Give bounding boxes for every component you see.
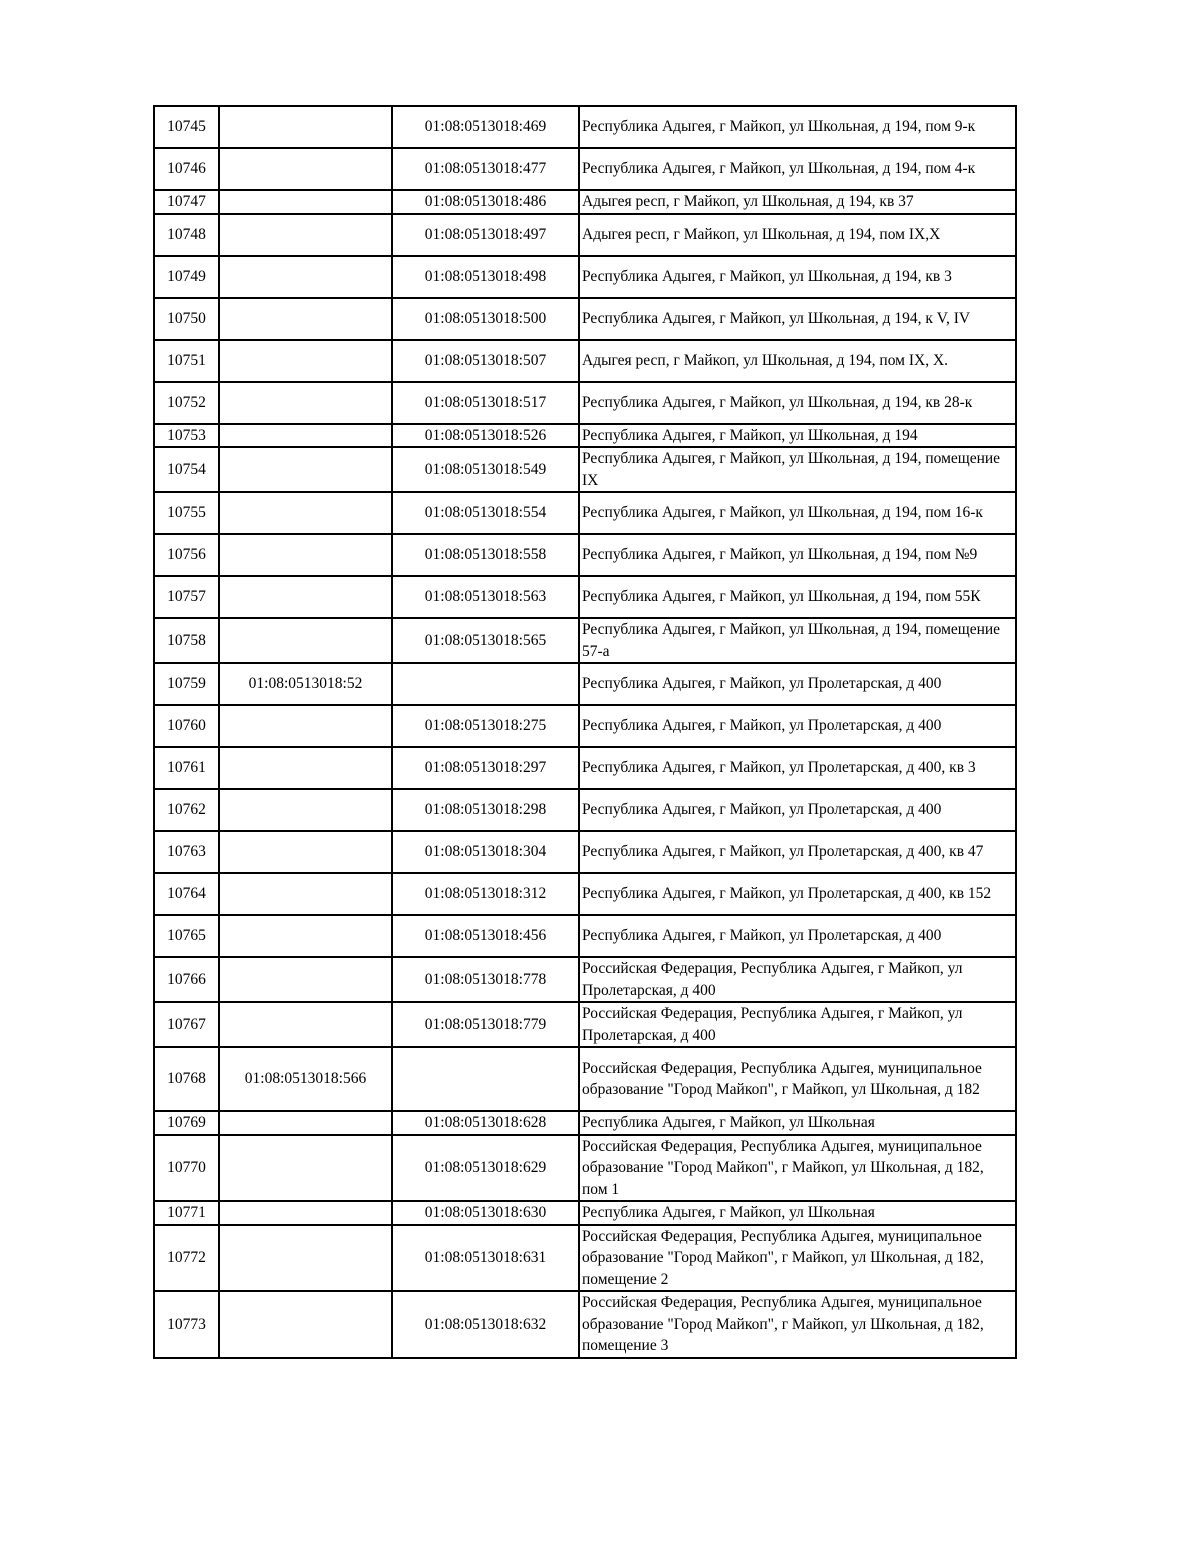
cadastral-number-cell: 01:08:0513018:563 — [392, 576, 579, 618]
address-cell: Российская Федерация, Республика Адыгея, муниципальное образование "Город Майкоп", г Майкоп, ул Школьная, д 182, помещение 2 — [579, 1225, 1016, 1292]
row-number-cell: 10770 — [154, 1135, 219, 1202]
row-number-cell: 10745 — [154, 106, 219, 148]
row-number-cell: 10751 — [154, 340, 219, 382]
table-row — [154, 382, 1016, 424]
address-cell: Республика Адыгея, г Майкоп, ул Школьная, д 194, помещение IX — [579, 447, 1016, 492]
land-parcel-number-cell — [219, 256, 392, 298]
cadastral-number-cell: 01:08:0513018:456 — [392, 915, 579, 957]
address-cell: Адыгея респ, г Майкоп, ул Школьная, д 194, пом IX,X — [579, 214, 1016, 256]
address-cell: Республика Адыгея, г Майкоп, ул Школьная, д 194, кв 28-к — [579, 382, 1016, 424]
row-number-cell: 10757 — [154, 576, 219, 618]
address-cell: Российская Федерация, Республика Адыгея, муниципальное образование "Город Майкоп", г Майкоп, ул Школьная, д 182, помещение 3 — [579, 1291, 1016, 1358]
cadastral-number-cell: 01:08:0513018:297 — [392, 747, 579, 789]
table-row — [154, 873, 1016, 915]
address-cell: Республика Адыгея, г Майкоп, ул Пролетарская, д 400, кв 47 — [579, 831, 1016, 873]
land-parcel-number-cell — [219, 915, 392, 957]
land-parcel-number-cell — [219, 789, 392, 831]
cadastral-number-cell: 01:08:0513018:477 — [392, 148, 579, 190]
address-cell: Российская Федерация, Республика Адыгея, муниципальное образование "Город Майкоп", г Майкоп, ул Школьная, д 182 — [579, 1047, 1016, 1111]
table-row — [154, 447, 1016, 492]
land-parcel-number-cell — [219, 106, 392, 148]
land-parcel-number-cell — [219, 957, 392, 1002]
address-cell: Республика Адыгея, г Майкоп, ул Школьная — [579, 1201, 1016, 1225]
cadastral-number-cell: 01:08:0513018:526 — [392, 424, 579, 448]
table-row — [154, 1225, 1016, 1292]
cadastral-number-cell: 01:08:0513018:275 — [392, 705, 579, 747]
cadastral-number-cell: 01:08:0513018:486 — [392, 190, 579, 214]
address-cell: Адыгея респ, г Майкоп, ул Школьная, д 194, кв 37 — [579, 190, 1016, 214]
cadastral-number-cell: 01:08:0513018:628 — [392, 1111, 579, 1135]
cadastral-number-cell — [392, 663, 579, 705]
address-cell: Республика Адыгея, г Майкоп, ул Школьная, д 194, пом 4-к — [579, 148, 1016, 190]
row-number-cell: 10766 — [154, 957, 219, 1002]
row-number-cell: 10767 — [154, 1002, 219, 1047]
cadastral-number-cell: 01:08:0513018:517 — [392, 382, 579, 424]
row-number-cell: 10768 — [154, 1047, 219, 1111]
table-row — [154, 492, 1016, 534]
land-parcel-number-cell: 01:08:0513018:566 — [219, 1047, 392, 1111]
table-row — [154, 534, 1016, 576]
table-row — [154, 214, 1016, 256]
row-number-cell: 10754 — [154, 447, 219, 492]
address-cell: Республика Адыгея, г Майкоп, ул Школьная, д 194, помещение 57-а — [579, 618, 1016, 663]
row-number-cell: 10753 — [154, 424, 219, 448]
cadastral-number-cell: 01:08:0513018:500 — [392, 298, 579, 340]
table-row — [154, 190, 1016, 214]
land-parcel-number-cell — [219, 214, 392, 256]
land-parcel-number-cell — [219, 492, 392, 534]
land-parcel-number-cell — [219, 576, 392, 618]
row-number-cell: 10747 — [154, 190, 219, 214]
row-number-cell: 10746 — [154, 148, 219, 190]
land-parcel-number-cell — [219, 1201, 392, 1225]
land-parcel-number-cell — [219, 873, 392, 915]
row-number-cell: 10755 — [154, 492, 219, 534]
cadastral-number-cell: 01:08:0513018:304 — [392, 831, 579, 873]
land-parcel-number-cell — [219, 1225, 392, 1292]
row-number-cell: 10749 — [154, 256, 219, 298]
land-parcel-number-cell — [219, 1291, 392, 1358]
cadastral-number-cell: 01:08:0513018:312 — [392, 873, 579, 915]
row-number-cell: 10769 — [154, 1111, 219, 1135]
address-cell: Республика Адыгея, г Майкоп, ул Школьная, д 194, пом 16-к — [579, 492, 1016, 534]
row-number-cell: 10752 — [154, 382, 219, 424]
table-row — [154, 957, 1016, 1002]
cadastral-number-cell: 01:08:0513018:631 — [392, 1225, 579, 1292]
land-parcel-number-cell — [219, 447, 392, 492]
address-cell: Российская Федерация, Республика Адыгея, г Майкоп, ул Пролетарская, д 400 — [579, 1002, 1016, 1047]
address-cell: Республика Адыгея, г Майкоп, ул Школьная, д 194, кв 3 — [579, 256, 1016, 298]
table-row — [154, 256, 1016, 298]
address-cell: Республика Адыгея, г Майкоп, ул Школьная, д 194, к V, IV — [579, 298, 1016, 340]
land-parcel-number-cell — [219, 298, 392, 340]
registry-table — [153, 105, 1017, 1359]
row-number-cell: 10765 — [154, 915, 219, 957]
land-parcel-number-cell — [219, 1111, 392, 1135]
table-row — [154, 915, 1016, 957]
address-cell: Российская Федерация, Республика Адыгея, муниципальное образование "Город Майкоп", г Майкоп, ул Школьная, д 182, пом 1 — [579, 1135, 1016, 1202]
cadastral-number-cell: 01:08:0513018:497 — [392, 214, 579, 256]
address-cell: Республика Адыгея, г Майкоп, ул Школьная, д 194, пом 9-к — [579, 106, 1016, 148]
cadastral-number-cell: 01:08:0513018:630 — [392, 1201, 579, 1225]
land-parcel-number-cell — [219, 148, 392, 190]
address-cell: Республика Адыгея, г Майкоп, ул Школьная, д 194 — [579, 424, 1016, 448]
cadastral-number-cell: 01:08:0513018:498 — [392, 256, 579, 298]
cadastral-number-cell: 01:08:0513018:469 — [392, 106, 579, 148]
table-row — [154, 576, 1016, 618]
address-cell: Республика Адыгея, г Майкоп, ул Пролетарская, д 400, кв 152 — [579, 873, 1016, 915]
address-cell: Республика Адыгея, г Майкоп, ул Школьная, д 194, пом 55К — [579, 576, 1016, 618]
address-cell: Республика Адыгея, г Майкоп, ул Пролетарская, д 400, кв 3 — [579, 747, 1016, 789]
table-row — [154, 1135, 1016, 1202]
cadastral-number-cell: 01:08:0513018:549 — [392, 447, 579, 492]
cadastral-number-cell: 01:08:0513018:565 — [392, 618, 579, 663]
land-parcel-number-cell — [219, 190, 392, 214]
land-parcel-number-cell — [219, 705, 392, 747]
land-parcel-number-cell — [219, 747, 392, 789]
table-row — [154, 298, 1016, 340]
cadastral-number-cell: 01:08:0513018:629 — [392, 1135, 579, 1202]
cadastral-number-cell: 01:08:0513018:632 — [392, 1291, 579, 1358]
cadastral-number-cell: 01:08:0513018:554 — [392, 492, 579, 534]
address-cell: Республика Адыгея, г Майкоп, ул Школьная, д 194, пом №9 — [579, 534, 1016, 576]
row-number-cell: 10771 — [154, 1201, 219, 1225]
land-parcel-number-cell — [219, 618, 392, 663]
land-parcel-number-cell — [219, 382, 392, 424]
table-row — [154, 663, 1016, 705]
row-number-cell: 10763 — [154, 831, 219, 873]
table-row — [154, 424, 1016, 448]
land-parcel-number-cell — [219, 831, 392, 873]
address-cell: Адыгея респ, г Майкоп, ул Школьная, д 194, пом IX, X. — [579, 340, 1016, 382]
address-cell: Республика Адыгея, г Майкоп, ул Пролетарская, д 400 — [579, 915, 1016, 957]
cadastral-number-cell — [392, 1047, 579, 1111]
address-cell: Республика Адыгея, г Майкоп, ул Школьная — [579, 1111, 1016, 1135]
address-cell: Республика Адыгея, г Майкоп, ул Пролетарская, д 400 — [579, 705, 1016, 747]
row-number-cell: 10772 — [154, 1225, 219, 1292]
row-number-cell: 10764 — [154, 873, 219, 915]
row-number-cell: 10760 — [154, 705, 219, 747]
land-parcel-number-cell: 01:08:0513018:52 — [219, 663, 392, 705]
table-row — [154, 831, 1016, 873]
land-parcel-number-cell — [219, 340, 392, 382]
row-number-cell: 10761 — [154, 747, 219, 789]
row-number-cell: 10758 — [154, 618, 219, 663]
address-cell: Республика Адыгея, г Майкоп, ул Пролетарская, д 400 — [579, 789, 1016, 831]
row-number-cell: 10773 — [154, 1291, 219, 1358]
table-row — [154, 148, 1016, 190]
row-number-cell: 10756 — [154, 534, 219, 576]
cadastral-number-cell: 01:08:0513018:507 — [392, 340, 579, 382]
cadastral-number-cell: 01:08:0513018:558 — [392, 534, 579, 576]
address-cell: Республика Адыгея, г Майкоп, ул Пролетарская, д 400 — [579, 663, 1016, 705]
table-row — [154, 1291, 1016, 1358]
land-parcel-number-cell — [219, 1135, 392, 1202]
cadastral-number-cell: 01:08:0513018:778 — [392, 957, 579, 1002]
table-row — [154, 1047, 1016, 1111]
table-row — [154, 1201, 1016, 1225]
table-row — [154, 340, 1016, 382]
table-row — [154, 1002, 1016, 1047]
registry-table-body — [154, 106, 1016, 1358]
table-row — [154, 747, 1016, 789]
table-row — [154, 789, 1016, 831]
cadastral-number-cell: 01:08:0513018:298 — [392, 789, 579, 831]
row-number-cell: 10759 — [154, 663, 219, 705]
row-number-cell: 10750 — [154, 298, 219, 340]
table-row — [154, 618, 1016, 663]
cadastral-number-cell: 01:08:0513018:779 — [392, 1002, 579, 1047]
land-parcel-number-cell — [219, 534, 392, 576]
row-number-cell: 10748 — [154, 214, 219, 256]
land-parcel-number-cell — [219, 1002, 392, 1047]
table-row — [154, 1111, 1016, 1135]
row-number-cell: 10762 — [154, 789, 219, 831]
table-row — [154, 705, 1016, 747]
address-cell: Российская Федерация, Республика Адыгея, г Майкоп, ул Пролетарская, д 400 — [579, 957, 1016, 1002]
land-parcel-number-cell — [219, 424, 392, 448]
table-row — [154, 106, 1016, 148]
